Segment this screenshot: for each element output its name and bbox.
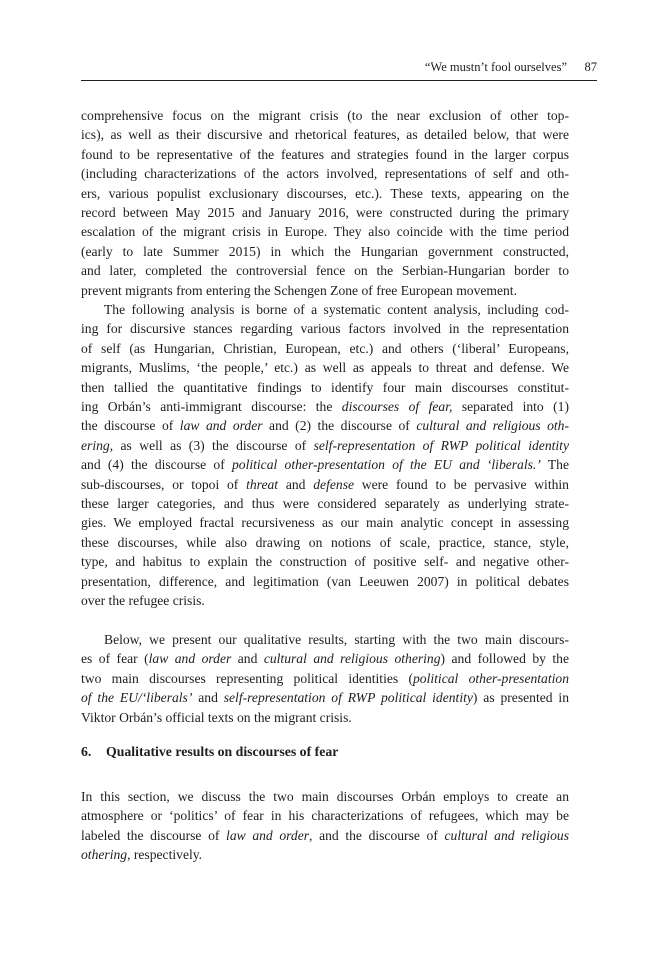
- text-run: The: [540, 457, 569, 473]
- text-run: (early to late Summer 2015) in which the Hungarian government constructed,: [81, 243, 569, 259]
- italic-text: cultural and religious oth-: [416, 418, 570, 434]
- text-line: [81, 455, 569, 474]
- text-run: and: [278, 476, 314, 492]
- text-line: [81, 708, 569, 727]
- text-run: escalation of the migrant crisis in Europe. They also coincide with the time period: [81, 224, 569, 240]
- text-line: [81, 552, 569, 571]
- text-line: [104, 630, 569, 649]
- text-run: and (4) the discourse of: [81, 457, 232, 473]
- text-run: over the refugee crisis.: [81, 593, 205, 608]
- page-number: 87: [584, 60, 597, 74]
- text-run: then tallied the quantitative findings to identify four main discourses constitut-: [81, 379, 569, 395]
- text-line: [81, 319, 569, 338]
- text-line: [81, 494, 569, 513]
- italic-text: discourses of fear,: [341, 399, 453, 414]
- text-line: [81, 533, 569, 552]
- text-run: ing for discursive stances regarding various factors involved in the representation: [81, 321, 569, 337]
- text-run: sub-discourses, or topoi of: [81, 476, 247, 492]
- text-run: record between May 2015 and January 2016, were constructed during the primary: [81, 205, 569, 220]
- text-line: [81, 572, 569, 591]
- text-run: prevent migrants from entering the Schengen Zone of free European movement.: [81, 282, 517, 298]
- text-line: [81, 222, 569, 241]
- text-line: [81, 339, 569, 358]
- text-run: In this section, we discuss the two main discourses Orbán employs to create an: [81, 789, 569, 804]
- text-run: found to be representative of the features and strategies found in the larger corpus: [81, 146, 569, 162]
- text-run: comprehensive focus on the migrant crisis (to the near exclusion of other top-: [81, 108, 569, 123]
- italic-text: cultural and religious othering: [263, 651, 441, 667]
- running-title: “We mustn’t fool ourselves”: [424, 60, 567, 74]
- text-line: [81, 845, 569, 864]
- text-run: Below, we present our qualitative results, starting with the two main discours-: [104, 632, 569, 647]
- text-line: [81, 164, 569, 183]
- text-line: [81, 475, 569, 494]
- italic-text: defense: [313, 476, 355, 492]
- text-line: [81, 125, 569, 144]
- text-line: [81, 688, 569, 707]
- text-run: and: [231, 651, 264, 667]
- text-run: presentation, difference, and legitimation (van Leeuwen 2007) in political debates: [81, 573, 569, 589]
- text-run: separated into (1): [452, 399, 569, 414]
- italic-text: othering: [81, 847, 128, 863]
- text-line: [81, 513, 569, 532]
- text-run: and (2) the discourse of: [262, 418, 417, 434]
- text-line: [81, 397, 569, 416]
- text-run: type, and habitus to explain the construction of positive self- and negative other-: [81, 554, 569, 570]
- text-line: [81, 416, 569, 435]
- text-line: [81, 436, 569, 455]
- text-line: [81, 591, 569, 610]
- text-run: ing Orbán’s anti-immigrant discourse: the: [81, 399, 342, 414]
- text-run: gies. We employed fractal recursiveness as our main analytic concept in assessing: [81, 515, 569, 531]
- text-run: were found to be pervasive within: [354, 476, 569, 492]
- italic-text: self-representation of RWP political identity: [313, 437, 569, 453]
- italic-text: political other-presentation of the EU and ‘liberals.’: [231, 457, 541, 473]
- text-line: [81, 669, 569, 688]
- text-run: ers, various populist exclusionary discourses, etc.). These texts, appearing on the: [81, 185, 569, 201]
- italic-text: law and order: [226, 827, 310, 843]
- text-run: ics), as well as their discursive and rhetorical features, as detailed below, that were: [81, 127, 569, 143]
- text-run: atmosphere or ‘politics’ of fear in his characterizations of refugees, which may be: [81, 808, 569, 824]
- text-run: Viktor Orbán’s official texts on the migrant crisis.: [81, 709, 352, 725]
- text-run: The following analysis is borne of a systematic content analysis, including cod-: [104, 302, 569, 317]
- text-line: [81, 826, 569, 845]
- text-run: and: [192, 690, 224, 706]
- text-run: these discourses, while also drawing on notions of scale, practice, stance, style,: [81, 534, 569, 550]
- italic-text: cultural and religious: [444, 827, 570, 843]
- text-line: [81, 145, 569, 164]
- italic-text: self-representation of RWP political identity: [223, 690, 473, 706]
- text-run: two main discourses representing political identities (: [81, 670, 413, 686]
- italic-text: law and order: [148, 651, 232, 667]
- text-line: [81, 242, 569, 261]
- text-run: migrants, Muslims, ‘the people,’ etc.) as well as appeals to threat and defense. We: [81, 360, 569, 376]
- text-line: [81, 806, 569, 825]
- text-run: these larger categories, and thus were considered separately as underlying strate-: [81, 496, 569, 511]
- text-run: ) and followed by the: [440, 651, 569, 667]
- section-number: 6.: [81, 744, 92, 759]
- italic-text: political other-presentation: [413, 670, 569, 686]
- text-line: [104, 300, 569, 319]
- section-heading: [81, 744, 338, 760]
- italic-text: law and order: [179, 418, 263, 434]
- text-run: the discourse of: [81, 418, 180, 434]
- text-run: and later, completed the controversial fence on the Serbian-Hungarian border to: [81, 263, 569, 279]
- text-line: [81, 649, 569, 668]
- section-title: Qualitative results on discourses of fear: [106, 744, 339, 759]
- text-run: (including characterizations of the actors involved, representations of self and oth-: [81, 166, 569, 182]
- text-line: [81, 281, 569, 300]
- text-run: , as well as (3) the discourse of: [109, 437, 314, 453]
- text-line: [81, 184, 569, 203]
- text-run: of self (as Hungarian, Christian, European, etc.) and others (‘liberal’ Europeans,: [81, 340, 569, 356]
- text-line: [81, 203, 569, 222]
- italic-text: of the EU/‘liberals’: [81, 690, 193, 706]
- text-run: , respectively.: [127, 847, 203, 863]
- header-rule: [81, 80, 597, 81]
- running-head: [81, 57, 597, 77]
- text-line: [81, 787, 569, 806]
- italic-text: threat: [246, 476, 279, 492]
- text-run: ) as presented in: [472, 690, 569, 706]
- text-run: es of fear (: [81, 651, 149, 667]
- text-run: labeled the discourse of: [81, 827, 227, 843]
- text-line: [81, 358, 569, 377]
- text-line: [81, 261, 569, 280]
- text-line: [81, 106, 569, 125]
- italic-text: ering: [81, 437, 110, 453]
- text-run: , and the discourse of: [309, 827, 445, 843]
- text-line: [81, 378, 569, 397]
